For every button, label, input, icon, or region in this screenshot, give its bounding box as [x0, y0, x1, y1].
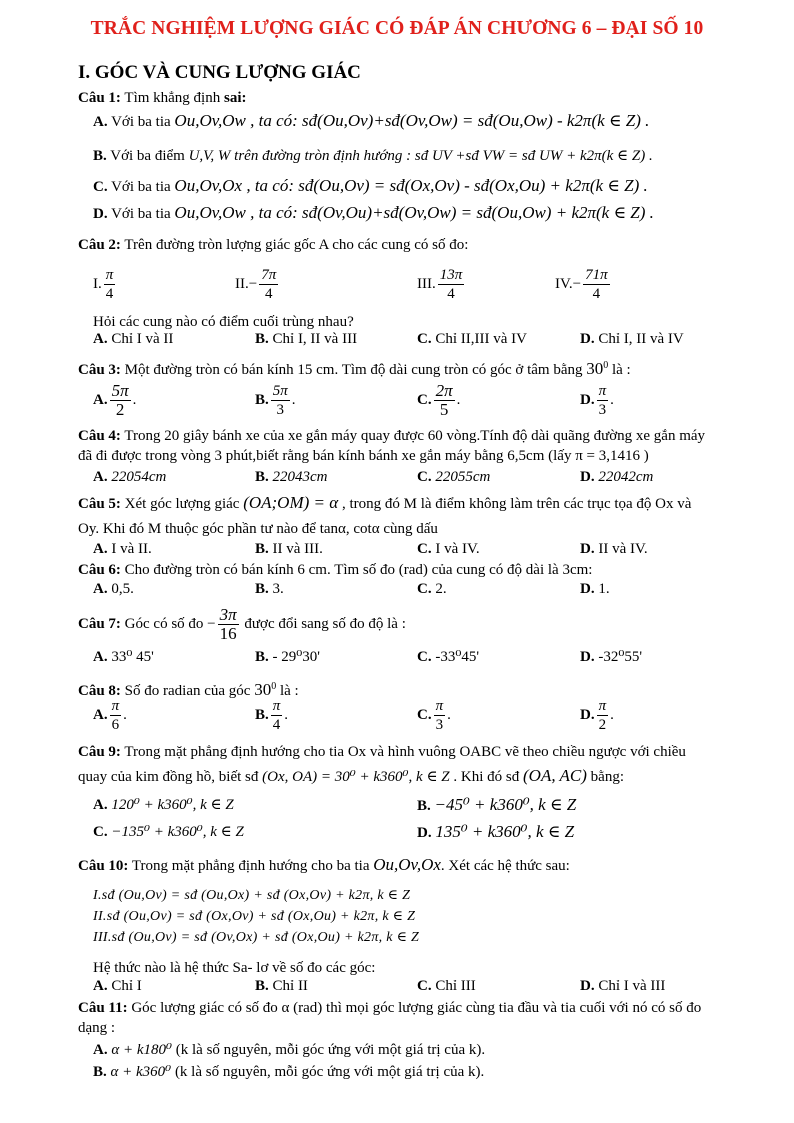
q2-question: Hỏi các cung nào có điểm cuối trùng nhau?	[93, 314, 354, 330]
numerator: 7π	[261, 267, 277, 283]
question-text: Trong 20 giây bánh xe của xe gắn máy quay được 60 vòng.Tính độ dài quãng đường xe gắn máy	[124, 428, 706, 444]
question-text: Xét góc lượng giác	[124, 496, 244, 512]
q6-option-c	[417, 579, 447, 599]
item-sign: −	[572, 275, 582, 292]
q2-item-1	[93, 266, 117, 303]
question-label: Câu 6:	[78, 562, 121, 578]
option-text: Chỉ II,III và IV	[435, 331, 527, 347]
q7-option-a	[93, 647, 154, 667]
option-label: A.	[93, 469, 108, 485]
option-text: Chỉ I	[111, 978, 142, 994]
option-text: II và III.	[272, 541, 323, 557]
option-text: (k là số nguyên, mỗi góc ứng với một giá trị của k).	[171, 1064, 485, 1080]
q10-option-c	[417, 976, 476, 996]
relation-1: I.sđ (Ou,Ov) = sđ (Ou,Ox) + sđ (Ox,Ov) + k2π, k ∈ Z	[93, 888, 411, 903]
angle-value: 30	[586, 359, 604, 378]
option-text: Với ba tia	[111, 179, 175, 195]
denominator: 4	[264, 286, 273, 302]
q1-option-b	[93, 146, 653, 166]
q4-option-c	[417, 467, 490, 487]
option-label: D.	[580, 706, 595, 723]
option-label: A.	[93, 1042, 108, 1058]
item-label: I.	[93, 275, 102, 292]
q2-option-c	[417, 329, 527, 349]
question-text-cont: . Khi đó sđ	[449, 769, 523, 785]
option-text: Chỉ I và III	[598, 978, 666, 994]
option-label: B.	[93, 1064, 107, 1080]
option-math: U,V, W trên đường tròn định hướng : sđ UV +sđ VW = sđ UW + k2π(k ∈ Z) .	[188, 148, 653, 164]
option-text: - 29⁰30'	[272, 649, 320, 665]
q2-option-d	[580, 329, 684, 349]
numerator: 13π	[439, 267, 463, 283]
option-text: I và IV.	[435, 541, 480, 557]
fraction	[583, 266, 610, 303]
option-label: A.	[93, 706, 108, 723]
question-label: Câu 11:	[78, 1000, 128, 1016]
item-sign: −	[248, 275, 258, 292]
q8-option-c: C. $\frac{\pi}{3}$ .	[417, 698, 451, 733]
question-text: Góc lượng giác có số đo α (rad) thì mọi góc lượng giác cùng tia đầu và tia cuối với nó có số đo	[131, 1000, 702, 1016]
fraction	[271, 697, 283, 734]
numerator: 5π	[272, 383, 288, 399]
question-text: Số đo radian của góc	[124, 683, 255, 699]
option-text: 0,5.	[111, 581, 134, 597]
question-text: Trên đường tròn lượng giác gốc A cho các cung có số đo:	[124, 237, 469, 253]
question-2	[78, 235, 468, 255]
fraction	[597, 382, 609, 419]
q2-item-3	[417, 266, 466, 303]
option-text: 135⁰ + k360⁰, k ∈ Z	[435, 822, 575, 841]
q1-option-a	[93, 111, 649, 132]
q5-option-b	[255, 539, 323, 559]
q5-option-a	[93, 539, 152, 559]
denominator: 3	[276, 402, 285, 418]
fraction	[218, 606, 239, 643]
question-label: Câu 7:	[78, 615, 121, 632]
option-label: D.	[580, 581, 595, 597]
option-text: Chỉ I, II và IV	[598, 331, 684, 347]
option-label: A.	[93, 978, 108, 994]
option-text: -33⁰45'	[435, 649, 480, 665]
denominator: 2	[598, 717, 607, 733]
question-5-line-2: Oy. Khi đó M thuộc góc phần tư nào để tanα, cotα cùng dấu	[78, 521, 438, 537]
option-label: D.	[580, 978, 595, 994]
q5-option-d	[580, 539, 648, 559]
option-text: Với ba điểm	[110, 148, 189, 164]
q1-option-c	[93, 176, 648, 197]
degree-mark: 0	[271, 681, 277, 692]
option-text: Chỉ II	[272, 978, 308, 994]
q10-option-b	[255, 976, 308, 996]
numerator: π	[598, 383, 607, 399]
question-text: quay của kim đồng hồ, biết sđ	[78, 769, 263, 785]
fraction	[271, 382, 290, 419]
fraction	[259, 266, 278, 303]
relation-2: II.sđ (Ou,Ov) = sđ (Ox,Ov) + sđ (Ox,Ou) + k2π, k ∈ Z	[93, 909, 416, 924]
question-emphasis: sai:	[223, 90, 247, 106]
q6-option-b	[255, 579, 284, 599]
option-label: D.	[580, 649, 595, 665]
q3-option-b: B. $\frac{5\pi}{3}$ .	[255, 383, 296, 418]
denominator: 4	[592, 286, 601, 302]
question-text: Một đường tròn có bán kính 15 cm. Tìm độ dài cung tròn có góc ở tâm bằng	[124, 362, 587, 378]
q6-option-d	[580, 579, 610, 599]
option-text: 22055cm	[435, 469, 491, 485]
q4-option-a	[93, 467, 166, 487]
question-text-cont: , trong đó M là điểm không làm trên các trục tọa độ Ox và	[338, 496, 692, 512]
q1-option-d	[93, 203, 654, 224]
question-label: Câu 2:	[78, 237, 121, 253]
option-label: A.	[93, 797, 108, 813]
q8-option-a: A. $\frac{\pi}{6}$ .	[93, 698, 127, 733]
question-end: là :	[276, 683, 299, 699]
option-label: D.	[93, 206, 108, 222]
denominator: 5	[439, 400, 449, 419]
question-4-line-2: đã đi được trong vòng 3 phút,biết rằng bán kính bánh xe gắn máy bằng 6,5cm (lấy π = 3,1416 )	[78, 448, 649, 464]
q11-option-b	[93, 1062, 484, 1082]
option-text: Với ba tia	[111, 206, 175, 222]
relation-3: III.sđ (Ou,Ov) = sđ (Ov,Ox) + sđ (Ox,Ou) + k2π, k ∈ Z	[93, 930, 420, 945]
question-text: Cho đường tròn có bán kính 6 cm. Tìm số đo (rad) của cung có độ dài là 3cm:	[124, 562, 593, 578]
question-9-line-2	[78, 766, 624, 787]
option-math: Ou,Ov,Ox , ta có: sđ(Ou,Ov) = sđ(Ox,Ov) - sđ(Ox,Ou) + k2π(k ∈ Z) .	[174, 176, 648, 195]
fraction	[110, 697, 122, 734]
option-label: D.	[417, 825, 432, 841]
section-heading: I. GÓC VÀ CUNG LƯỢNG GIÁC	[78, 62, 361, 83]
question-label: Câu 8:	[78, 683, 121, 699]
fraction	[434, 697, 446, 734]
item-label: II.	[235, 275, 249, 292]
option-text: −135⁰ + k360⁰, k ∈ Z	[111, 824, 244, 840]
question-3	[78, 356, 631, 380]
question-label: Câu 3:	[78, 362, 121, 378]
option-text: 120⁰ + k360⁰, k ∈ Z	[111, 797, 234, 813]
question-7	[78, 606, 406, 643]
option-label: B.	[255, 391, 269, 408]
option-text: 22043cm	[272, 469, 328, 485]
option-label: C.	[93, 824, 108, 840]
option-text: 2.	[435, 581, 447, 597]
option-label: C.	[417, 391, 432, 408]
option-label: C.	[417, 649, 432, 665]
q3-option-d: D. $\frac{\pi}{3}$ .	[580, 383, 614, 418]
numerator: π	[435, 698, 444, 714]
q9-option-c	[93, 822, 244, 842]
option-label: C.	[417, 581, 432, 597]
question-11-line-2: dạng :	[78, 1020, 116, 1036]
question-math: (OA;OM) = α	[243, 493, 339, 512]
denominator: 4	[447, 286, 455, 302]
option-label: A.	[93, 541, 108, 557]
question-math-2: (OA, AC)	[523, 766, 587, 785]
q10-option-d	[580, 976, 665, 996]
question-11	[78, 998, 701, 1018]
option-label: C.	[417, 706, 432, 723]
question-text: Tìm khẳng định	[124, 90, 224, 106]
question-end: là :	[608, 362, 631, 378]
option-text: (k là số nguyên, mỗi góc ứng với một giá trị của k).	[172, 1042, 486, 1058]
q11-option-a	[93, 1040, 485, 1060]
q2-item-2	[235, 266, 280, 303]
q6-option-a	[93, 579, 134, 599]
question-label: Câu 4:	[78, 428, 121, 444]
denominator: 3	[435, 717, 444, 733]
option-label: C.	[93, 179, 108, 195]
option-text: -32⁰55'	[598, 649, 643, 665]
page-title: TRẮC NGHIỆM LƯỢNG GIÁC CÓ ĐÁP ÁN CHƯƠNG 6 – ĐẠI SỐ 10	[90, 18, 704, 39]
option-label: B.	[93, 148, 107, 164]
numerator: π	[111, 698, 120, 714]
q5-option-c	[417, 539, 480, 559]
option-label: A.	[93, 649, 108, 665]
q10-question: Hệ thức nào là hệ thức Sa- lơ về số đo các góc:	[93, 960, 376, 976]
q4-option-b	[255, 467, 328, 487]
option-label: D.	[580, 541, 595, 557]
option-text: Chỉ III	[435, 978, 476, 994]
option-math: α + k180⁰	[111, 1042, 173, 1058]
fraction	[104, 266, 116, 303]
degree-mark: 0	[603, 360, 609, 371]
item-label: III.	[417, 275, 436, 292]
q3-option-a: A. $\frac{5\pi}{2}$ .	[93, 381, 137, 419]
option-math: Ou,Ov,Ow , ta có: sđ(Ov,Ou)+sđ(Ov,Ow) = sđ(Ou,Ow) + k2π(k ∈ Z) .	[174, 203, 654, 222]
option-math: Ou,Ov,Ow , ta có: sđ(Ou,Ov)+sđ(Ov,Ow) = sđ(Ou,Ow) - k2π(k ∈ Z) .	[174, 111, 650, 130]
option-label: D.	[580, 391, 595, 408]
option-label: B.	[255, 541, 269, 557]
q4-option-d	[580, 467, 653, 487]
question-label: Câu 5:	[78, 496, 121, 512]
q7-option-b	[255, 647, 320, 667]
q2-option-b	[255, 329, 357, 349]
option-label: B.	[255, 978, 269, 994]
option-text: Với ba tia	[111, 114, 175, 130]
question-1	[78, 88, 246, 108]
option-label: C.	[417, 469, 432, 485]
numerator: 2π	[435, 381, 453, 400]
denominator: 4	[272, 717, 281, 733]
option-label: A.	[93, 331, 108, 347]
fraction	[110, 382, 131, 419]
question-math: (Ox, OA) = 30⁰ + k360⁰, k ∈ Z	[262, 769, 450, 785]
numerator: π	[105, 267, 114, 283]
item-label: IV.	[555, 275, 573, 292]
q10-option-a	[93, 976, 142, 996]
numerator: 5π	[111, 381, 129, 400]
option-label: D.	[580, 331, 595, 347]
option-label: B.	[255, 649, 269, 665]
numerator: 3π	[219, 605, 237, 624]
option-text: I và II.	[111, 541, 152, 557]
q9-option-a	[93, 795, 234, 815]
question-label: Câu 9:	[78, 744, 121, 760]
option-label: C.	[417, 978, 432, 994]
option-label: B.	[417, 798, 431, 814]
question-math: Ou,Ov,Ox	[373, 855, 441, 874]
q7-option-c	[417, 647, 479, 667]
angle-value: 30	[254, 680, 272, 699]
question-text: Trong mặt phẳng định hướng cho tia Ox và hình vuông OABC vẽ theo chiều ngược với chiều	[124, 744, 686, 760]
question-5	[78, 493, 691, 514]
option-label: B.	[255, 469, 269, 485]
option-text: Chỉ I, II và III	[272, 331, 358, 347]
fraction	[597, 697, 609, 734]
denominator: 3	[598, 402, 607, 418]
numerator: 71π	[585, 267, 608, 283]
option-label: B.	[255, 706, 269, 723]
option-label: B.	[255, 331, 269, 347]
question-end: . Xét các hệ thức sau:	[440, 858, 570, 874]
q8-option-d: D. $\frac{\pi}{2}$ .	[580, 698, 614, 733]
option-text: 22054cm	[111, 469, 167, 485]
numerator: π	[272, 698, 281, 714]
q8-option-b: B. $\frac{\pi}{4}$ .	[255, 698, 289, 733]
denominator: 2	[115, 400, 125, 419]
question-9	[78, 742, 686, 762]
question-end: bằng:	[586, 769, 624, 785]
q7-option-d	[580, 647, 642, 667]
option-text: Chỉ I và II	[111, 331, 174, 347]
question-text: Trong mặt phẳng định hướng cho ba tia	[131, 858, 374, 874]
option-label: A.	[93, 114, 108, 130]
option-label: A.	[93, 391, 108, 408]
option-text: −45⁰ + k360⁰, k ∈ Z	[434, 795, 577, 814]
denominator: 16	[219, 624, 237, 643]
option-label: C.	[417, 541, 432, 557]
option-text: 22042cm	[598, 469, 654, 485]
q9-option-d	[417, 822, 574, 843]
option-label: A.	[93, 581, 108, 597]
numerator: π	[598, 698, 607, 714]
question-10	[78, 855, 570, 876]
option-label: D.	[580, 469, 595, 485]
fraction	[434, 382, 455, 419]
question-text-cont: được đổi sang số đo độ là :	[240, 615, 406, 632]
option-text: II và IV.	[598, 541, 648, 557]
denominator: 6	[111, 717, 120, 733]
q3-option-c: C. $\frac{2\pi}{5}$ .	[417, 381, 461, 419]
question-4	[78, 426, 705, 446]
question-text: Góc có số đo −	[124, 615, 216, 632]
denominator: 4	[105, 286, 114, 302]
question-label: Câu 1:	[78, 90, 121, 106]
q9-option-b	[417, 795, 576, 816]
option-label: C.	[417, 331, 432, 347]
option-text: 1.	[598, 581, 610, 597]
question-label: Câu 10:	[78, 858, 129, 874]
option-text: 3.	[272, 581, 284, 597]
q2-item-4	[555, 266, 612, 303]
question-6	[78, 560, 592, 580]
option-text: 33⁰ 45'	[111, 649, 154, 665]
q2-option-a	[93, 329, 173, 349]
option-label: B.	[255, 581, 269, 597]
fraction	[438, 266, 465, 303]
option-math: α + k360⁰	[110, 1064, 172, 1080]
